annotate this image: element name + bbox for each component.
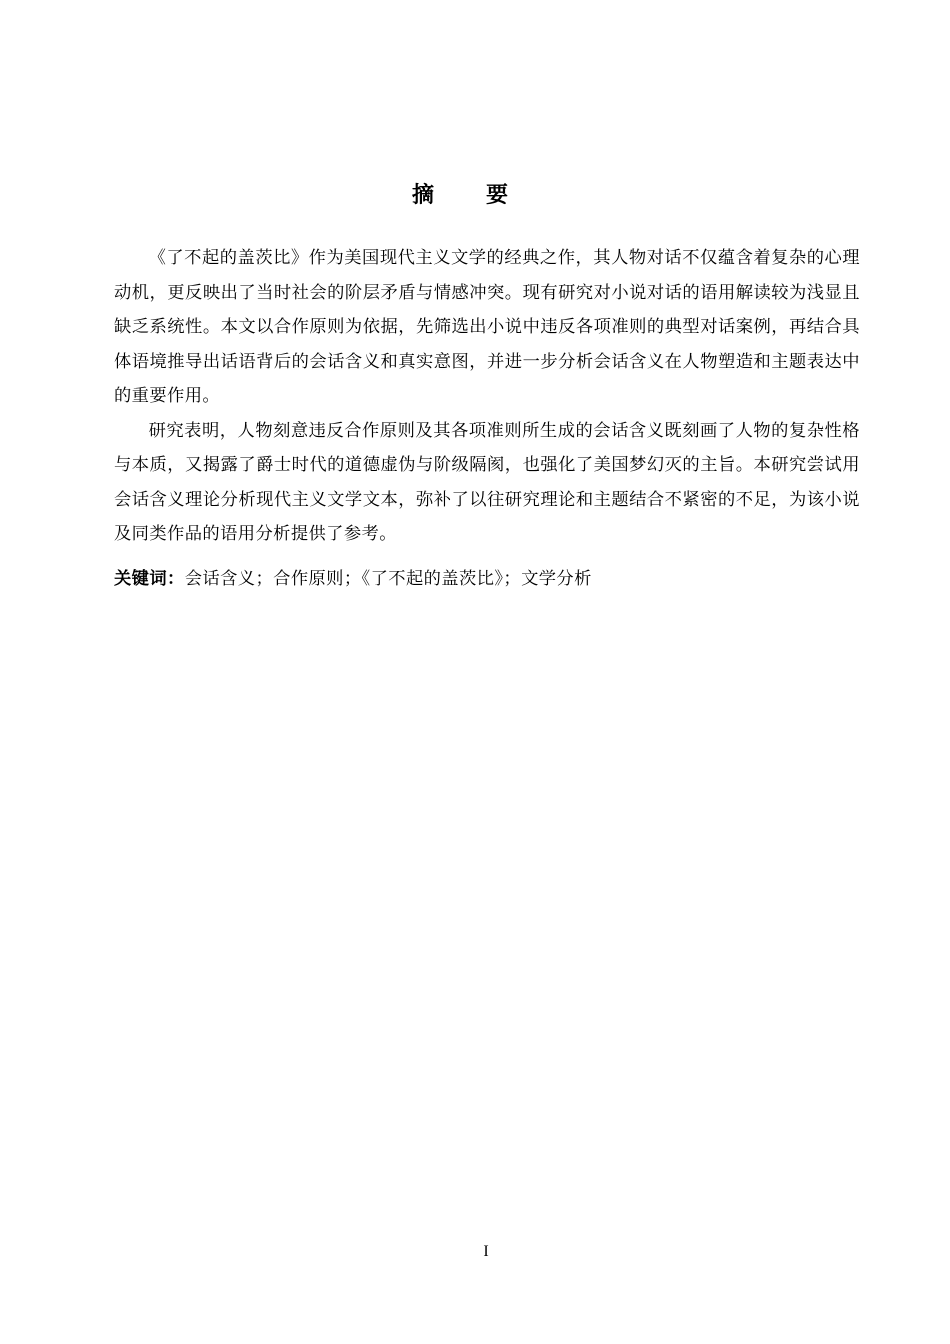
page-title: 摘要 [411, 183, 560, 208]
abstract-paragraph: 研究表明，人物刻意违反合作原则及其各项准则所生成的会话含义既刻画了人物的复杂性格与本质，又揭露了爵士时代的道德虚伪与阶级隔阂，也强化了美国梦幻灭的主旨。本研究尝试用会话含义理论分析现代主义文学文本，弥补了以往研究理论和主题结合不紧密的不足，为该小说及同类作品的语用分析提供了参考。 [114, 420, 860, 544]
page-number: I [483, 1243, 489, 1260]
keywords-label: 关键词： [114, 569, 185, 589]
keywords-text: 会话含义；合作原则；《了不起的盖茨比》；文学分析 [184, 569, 592, 589]
abstract-body [114, 241, 860, 552]
keywords-line [114, 562, 860, 596]
abstract-paragraph: 《了不起的盖茨比》作为美国现代主义文学的经典之作，其人物对话不仅蕴含着复杂的心理动机，更反映出了当时社会的阶层矛盾与情感冲突。现有研究对小说对话的语用解读较为浅显且缺乏系统性。本文以合作原则为依据，先筛选出小说中违反各项准则的典型对话案例，再结合具体语境推导出话语背后的会话含义和真实意图，并进一步分析会话含义在人物塑造和主题表达中的重要作用。 [114, 248, 860, 406]
